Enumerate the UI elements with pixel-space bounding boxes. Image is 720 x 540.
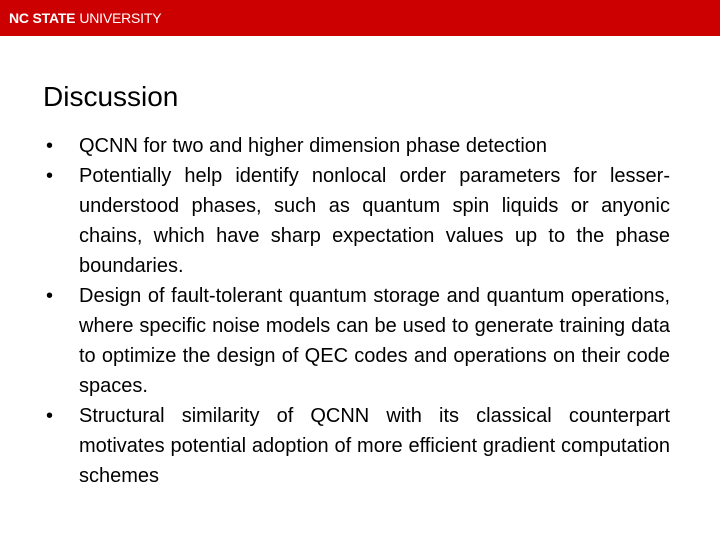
bullet-dot-icon: • — [46, 165, 54, 187]
bullet-list — [46, 131, 670, 491]
bullet-item — [46, 401, 670, 491]
bullet-text: Design of fault-tolerant quantum storage and quantum operations, where specific noise models can be used to generate training data to optimize the design of QEC codes and operations on their code spaces. — [79, 285, 670, 397]
bullet-text: Structural similarity of QCNN with its classical counterpart motivates potential adoption of more efficient gradient computation schemes — [79, 405, 670, 487]
university-logo — [9, 9, 161, 27]
slide-title: Discussion — [43, 81, 179, 112]
bullet-text: QCNN for two and higher dimension phase detection — [79, 135, 548, 157]
bullet-dot-icon: • — [46, 405, 54, 427]
bullet-item — [46, 131, 670, 161]
logo-bold-text: NC STATE — [9, 10, 76, 26]
bullet-dot-icon: • — [46, 285, 54, 307]
bullet-item — [46, 161, 670, 281]
header-bar — [0, 0, 720, 36]
logo-regular-text: UNIVERSITY — [79, 10, 162, 26]
bullet-dot-icon: • — [46, 135, 54, 157]
bullet-item — [46, 281, 670, 401]
bullet-text: Potentially help identify nonlocal order parameters for lesser-understood phases, such as quantum spin liquids or anyonic chains, which have sharp expectation values up to the phase boundaries. — [79, 165, 670, 277]
